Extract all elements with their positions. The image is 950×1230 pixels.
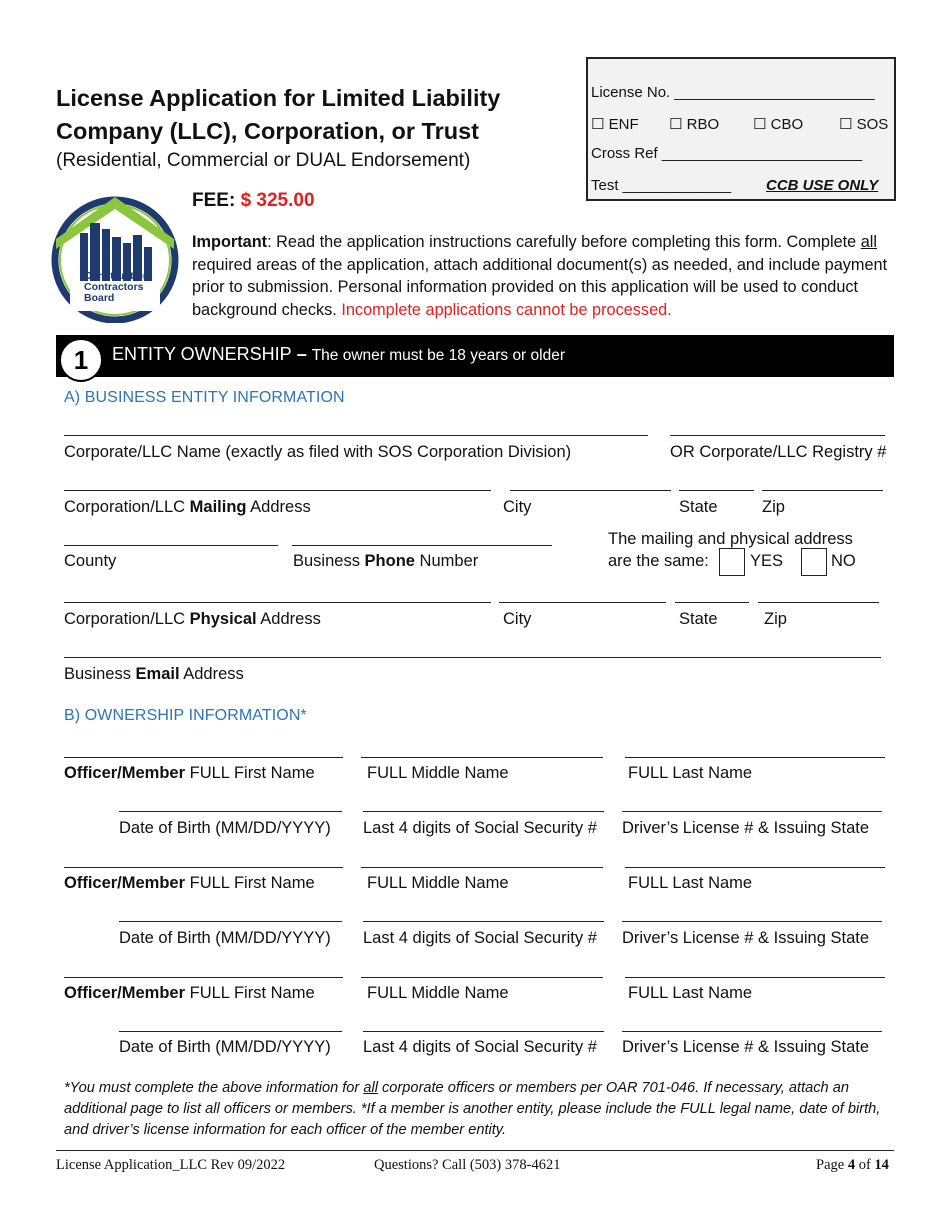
ownership-heading: B) OWNERSHIP INFORMATION* [64, 707, 307, 724]
officer-dl-input[interactable] [622, 921, 882, 922]
form-title-line1: License Application for Limited Liability [56, 85, 501, 111]
officer-ssn-label: Last 4 digits of Social Security # [363, 1038, 597, 1056]
fee-line [192, 190, 315, 212]
mailing-zip-input[interactable] [762, 490, 883, 491]
officer-dob-label: Date of Birth (MM/DD/YYYY) [119, 819, 331, 837]
ccb-logo [48, 193, 183, 323]
officer-dl-label: Driver’s License # & Issuing State [622, 819, 870, 837]
officer-last-name-label: FULL Last Name [628, 984, 753, 1002]
fee-label: FEE: [192, 190, 236, 211]
form-title-line2: Company (LLC), Corporation, or Trust [56, 118, 479, 144]
option-label: CBO [770, 116, 804, 133]
physical-zip-input[interactable] [758, 602, 879, 603]
business-phone-input[interactable] [292, 545, 552, 546]
important-text-1: : Read the application instructions carefully before completing this form. Complete [267, 233, 861, 251]
officer-last-name-input[interactable] [625, 867, 885, 868]
officer-first-name-label [64, 764, 315, 783]
label-text: Address [246, 498, 311, 516]
physical-address-label [64, 610, 321, 629]
label-bold: Email [135, 665, 180, 683]
same-address-question: The mailing and physical address [608, 530, 853, 548]
physical-state-label: State [679, 610, 718, 628]
ccb-use-only-label: CCB USE ONLY [766, 177, 879, 194]
officer-last-name-input[interactable] [625, 977, 885, 978]
label-text: FULL First Name [185, 874, 315, 892]
officer-middle-name-label: FULL Middle Name [367, 984, 509, 1002]
officer-ssn-label: Last 4 digits of Social Security # [363, 819, 597, 837]
label-bold: Officer/Member [64, 874, 186, 892]
registry-label: OR Corporate/LLC Registry # [670, 443, 887, 461]
important-notice [192, 231, 897, 321]
checkbox-sos [839, 115, 888, 133]
business-email-label [64, 665, 244, 684]
label-text: FULL First Name [185, 984, 315, 1002]
ownership-footnote [64, 1078, 894, 1141]
corp-name-label: Corporate/LLC Name (exactly as filed with SOS Corporation Division) [64, 443, 572, 461]
page-total: 14 [874, 1157, 889, 1173]
officer-dob-input[interactable] [119, 1031, 342, 1032]
section-subtitle: The owner must be 18 years or older [311, 347, 565, 364]
officer-last-name-label: FULL Last Name [628, 764, 753, 782]
officer-middle-name-label: FULL Middle Name [367, 764, 509, 782]
officer-ssn-label: Last 4 digits of Social Security # [363, 929, 597, 947]
important-label: Important [192, 233, 268, 251]
yes-label: YES [750, 552, 784, 570]
officer-last-name-input[interactable] [625, 757, 885, 758]
label-bold: Mailing [189, 498, 247, 516]
footnote-text: *You must complete the above information for [64, 1080, 364, 1096]
mailing-address-label [64, 498, 311, 517]
officer-middle-name-input[interactable] [361, 977, 603, 978]
officer-dob-label: Date of Birth (MM/DD/YYYY) [119, 1038, 331, 1056]
officer-first-name-label [64, 874, 315, 893]
physical-city-label: City [503, 610, 532, 628]
officer-middle-name-input[interactable] [361, 867, 603, 868]
option-label: RBO [686, 116, 720, 133]
checkbox-icon: ☐ [669, 116, 683, 133]
page-text: of [855, 1157, 875, 1173]
label-text: Business [64, 665, 136, 683]
no-label: NO [831, 552, 856, 570]
officer-dob-input[interactable] [119, 921, 342, 922]
label-text: Corporation/LLC [64, 610, 190, 628]
form-subtitle: (Residential, Commercial or DUAL Endorsement) [56, 150, 471, 171]
option-label: ENF [608, 116, 639, 133]
officer-dl-label: Driver’s License # & Issuing State [622, 929, 870, 947]
checkbox-icon: ☐ [839, 116, 853, 133]
checkbox-cbo [753, 115, 803, 133]
page-text: Page [816, 1157, 848, 1173]
page-current: 4 [847, 1157, 856, 1173]
mailing-city-label: City [503, 498, 532, 516]
section-dash: – [291, 344, 312, 364]
section-number: 1 [59, 338, 103, 382]
mailing-address-input[interactable] [64, 490, 491, 491]
important-all: all [860, 233, 878, 251]
checkbox-enf [591, 115, 639, 133]
physical-zip-label: Zip [764, 610, 787, 628]
label-text: Address [256, 610, 321, 628]
checkbox-icon: ☐ [591, 116, 605, 133]
test-field: Test _____________ [591, 177, 732, 194]
section-title [112, 344, 565, 365]
same-address-question-2: are the same: [608, 552, 709, 570]
mailing-city-input[interactable] [510, 490, 671, 491]
officer-first-name-input[interactable] [64, 867, 343, 868]
label-text: Business [293, 552, 365, 570]
same-address-yes-checkbox[interactable] [719, 548, 745, 576]
label-text: FULL First Name [185, 764, 315, 782]
label-bold: Phone [364, 552, 415, 570]
logo-line1: Construction [84, 270, 150, 282]
mailing-state-label: State [679, 498, 718, 516]
footnote-all: all [363, 1080, 378, 1096]
logo-line3: Board [84, 292, 115, 304]
officer-dob-label: Date of Birth (MM/DD/YYYY) [119, 929, 331, 947]
physical-address-input[interactable] [64, 602, 491, 603]
fee-amount: $ 325.00 [240, 190, 315, 211]
label-text: Corporation/LLC [64, 498, 190, 516]
form-revision: License Application_LLC Rev 09/2022 [56, 1157, 286, 1173]
label-bold: Physical [189, 610, 257, 628]
physical-city-input[interactable] [499, 602, 666, 603]
mailing-zip-label: Zip [762, 498, 785, 516]
officer-first-name-label [64, 984, 315, 1003]
section-1-header [56, 335, 894, 377]
physical-state-input[interactable] [675, 602, 749, 603]
ccb-use-only-box [586, 57, 896, 201]
label-bold: Officer/Member [64, 984, 186, 1002]
business-phone-label [293, 552, 478, 571]
checkbox-icon: ☐ [753, 116, 767, 133]
county-input[interactable] [64, 545, 278, 546]
important-text-2: required areas of the application, attach additional document(s) as needed, and include payment prior to submission. Personal information provided on this application will be used to conduct background checks. [192, 255, 888, 319]
officer-ssn-input[interactable] [363, 1031, 604, 1032]
label-bold: Officer/Member [64, 764, 186, 782]
logo-line2: Contractors [84, 281, 144, 293]
officer-dl-label: Driver’s License # & Issuing State [622, 1038, 870, 1056]
cross-ref-field: Cross Ref ________________________ [591, 145, 863, 162]
officer-middle-name-label: FULL Middle Name [367, 874, 509, 892]
same-address-no-checkbox[interactable] [801, 548, 827, 576]
officer-dl-input[interactable] [622, 1031, 882, 1032]
footnote-text: corporate officers or members per OAR 701-046. If necessary, attach an additional page to list all officers or members. *If a member is another entity, please include the FULL legal name, date of birth, and driver’s license information for each officer of the member entity. [64, 1080, 881, 1138]
section-title-text: ENTITY OWNERSHIP [112, 344, 292, 364]
officer-ssn-input[interactable] [363, 921, 604, 922]
mailing-state-input[interactable] [679, 490, 754, 491]
license-no-field: License No. ________________________ [591, 84, 875, 101]
business-entity-heading: A) BUSINESS ENTITY INFORMATION [64, 389, 345, 406]
corp-name-input[interactable] [64, 435, 648, 436]
officer-middle-name-input[interactable] [361, 757, 603, 758]
questions-phone: Questions? Call (503) 378-4621 [374, 1157, 561, 1173]
officer-first-name-input[interactable] [64, 977, 343, 978]
county-label: County [64, 552, 117, 570]
checkbox-rbo [669, 115, 719, 133]
important-warning: Incomplete applications cannot be processed. [341, 300, 672, 319]
page-number [816, 1157, 889, 1174]
officer-last-name-label: FULL Last Name [628, 874, 753, 892]
officer-ssn-input[interactable] [363, 811, 604, 812]
officer-dl-input[interactable] [622, 811, 882, 812]
label-text: Number [414, 552, 479, 570]
footer-divider [56, 1150, 894, 1151]
business-email-input[interactable] [64, 657, 881, 658]
officer-dob-input[interactable] [119, 811, 342, 812]
option-label: SOS [856, 116, 889, 133]
registry-input[interactable] [670, 435, 885, 436]
officer-first-name-input[interactable] [64, 757, 343, 758]
label-text: Address [179, 665, 244, 683]
